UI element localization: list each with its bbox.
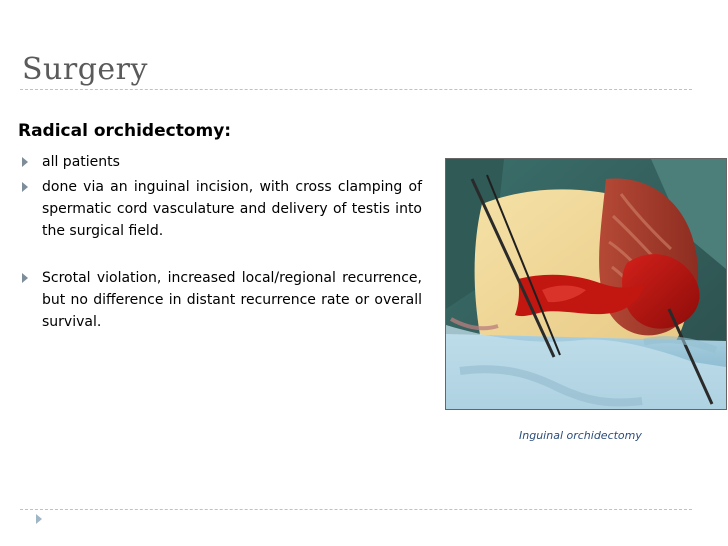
- bullet-item: [18, 151, 422, 173]
- bullet-text: Scrotal violation, increased local/regional recurrence, but no difference in distant recurrence rate or overall survival.: [42, 270, 422, 330]
- title-divider: [20, 89, 692, 90]
- footer-divider: [20, 509, 692, 510]
- surgical-photo: [445, 158, 727, 410]
- triangle-bullet-icon: [22, 182, 28, 192]
- triangle-bullet-icon: [22, 273, 28, 283]
- image-caption: Inguinal orchidectomy: [519, 429, 642, 442]
- bullet-item: [18, 267, 422, 333]
- triangle-footer-icon: [36, 514, 42, 524]
- triangle-bullet-icon: [22, 157, 28, 167]
- procedure-heading: Radical orchidectomy:: [18, 121, 232, 141]
- bullet-item: [18, 176, 422, 242]
- slide-title: Surgery: [22, 52, 148, 87]
- bullet-text: done via an inguinal incision, with cross clamping of spermatic cord vasculature and delivery of testis into the surgical field.: [42, 179, 422, 239]
- bullet-text: all patients: [42, 154, 120, 170]
- bullet-list: [18, 151, 422, 333]
